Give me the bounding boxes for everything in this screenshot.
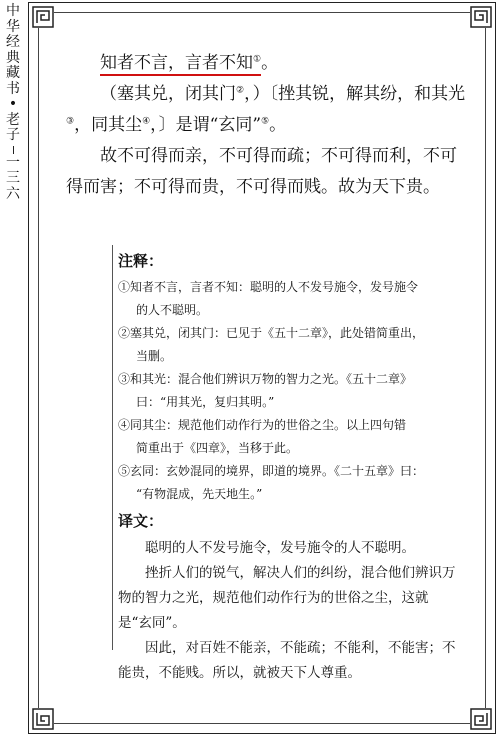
translation-paragraph-3: 因此，对百姓不能亲，不能疏；不能利，不能害；不能贵，不能贱。所以，就被天下人尊重。 [118, 640, 456, 681]
note-text: 知者不言，言者不知：聪明的人不发号施令，发号施令 [130, 280, 419, 294]
classic-paragraph-2 [66, 79, 466, 141]
separator-dot: • [8, 96, 18, 112]
note-text-cont: 曰：“用其光，复归其明。” [136, 395, 275, 409]
fret-corner-ornament [32, 6, 54, 28]
note-text-cont: 简重出于《四章》，当移于此。 [136, 441, 299, 455]
note-text: 玄同：玄妙混同的境界，即道的境界。《二十五章》曰： [130, 464, 425, 478]
underlined-phrase [100, 53, 261, 76]
translation-paragraph-1: 聪明的人不发号施令，发号施令的人不聪明。 [145, 540, 415, 556]
note-number: ① [118, 280, 131, 294]
translation-paragraph-2: 挫折人们的锐气，解决人们的纠纷，混合他们辨识万物的智力之光，规范他们动作行为的世俗之尘，这就是“玄同”。 [118, 565, 456, 631]
line1-end: 。 [261, 53, 279, 73]
para2-part: ，）〔挫其锐，解其纷，和其光 [244, 84, 466, 104]
para2-part: 。 [269, 115, 287, 135]
note-text: 同其尘：规范他们动作行为的世俗之尘。以上四句错 [130, 418, 407, 432]
note-number: ③ [118, 372, 131, 386]
book-title: 老子 [6, 111, 20, 143]
note-item [118, 460, 458, 506]
para2-part: ，〕是谓“玄同” [150, 115, 262, 135]
note-number: ⑤ [118, 464, 131, 478]
para2-part: ，同其尘 [74, 115, 143, 135]
footnote-ref: ③ [66, 116, 75, 127]
note-item [118, 322, 458, 368]
note-text: 塞其兑，闭其门：已见于《五十二章》，此处错简重出， [130, 326, 425, 340]
note-number: ② [118, 326, 131, 340]
annotations-section [118, 250, 458, 686]
fret-corner-ornament [470, 6, 492, 28]
main-text [66, 48, 466, 203]
note-number: ④ [118, 418, 131, 432]
note-item [118, 368, 458, 414]
header-rule [13, 146, 14, 154]
note-item [118, 414, 458, 460]
note-text: 和其光：混合他们辨识万物的智力之光。《五十二章》 [130, 372, 413, 386]
footnote-ref: ② [236, 85, 245, 96]
classic-line-1 [66, 48, 466, 79]
footnote-ref: ⑤ [261, 116, 270, 127]
note-item [118, 276, 458, 322]
footnote-ref: ④ [142, 116, 151, 127]
notes-heading: 注释： [118, 252, 164, 270]
note-text-cont: 的人不聪明。 [136, 303, 209, 317]
classic-paragraph-3: 故不可得而亲，不可得而疏；不可得而利，不可得而害；不可得而贵，不可得而贱。故为天下贵。 [66, 146, 457, 197]
series-title: 中华经典藏书 [6, 3, 20, 97]
running-header [3, 4, 23, 202]
note-text-cont: “有物混成，先天地生。” [136, 487, 263, 501]
line1-text: 知者不言，言者不知 [100, 53, 253, 73]
note-text-cont: 当删。 [136, 349, 173, 363]
page-number: 一三六 [6, 154, 20, 202]
footnote-ref: ① [253, 54, 262, 65]
translation-heading: 译文： [118, 512, 164, 530]
para2-part: （塞其兑，闭其门 [100, 84, 236, 104]
fret-corner-ornament [470, 708, 492, 730]
fret-corner-ornament [32, 708, 54, 730]
